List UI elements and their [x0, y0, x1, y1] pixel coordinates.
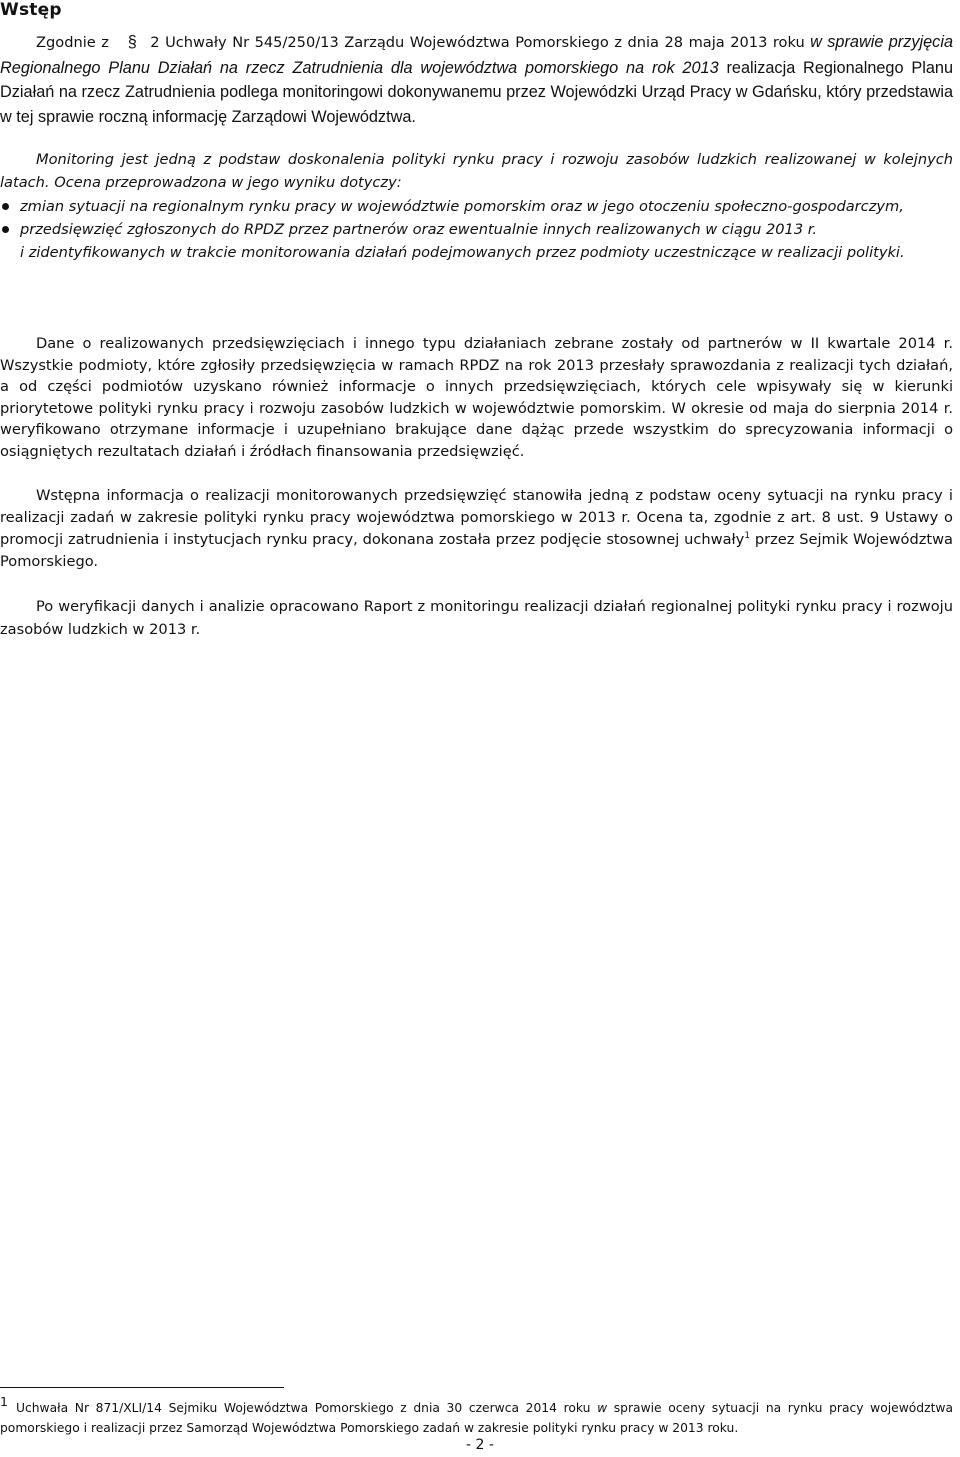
footnote-number: 1	[0, 1394, 8, 1409]
section-sign: §	[127, 33, 137, 51]
list-item-continuation: i zidentyfikowanych w trakcie monitorowania działań podejmowanych przez podmioty uczestniczące w realizacji polityki.	[20, 244, 905, 261]
intro-resolution: 2 Uchwały Nr 545/250/13 Zarządu Województwa Pomorskiego z dnia 28 maja 2013 roku	[150, 34, 805, 51]
section-heading: Wstęp	[0, 0, 62, 20]
paragraph-preliminary-info: Wstępna informacja o realizacji monitorowanych przedsięwzięć stanowiła jedną z podstaw oceny sytuacji na rynku pracy i realizacji zadań w zakresie polityki rynku pracy województwa pomorskiego w 2013 r. Ocena ta, zgodnie z art. 8 ust. 9 Ustawy o promocji zatrudnienia i instytucjach rynku pracy, dokonana została przez podjęcie stosownej uchwały$^1$ przez Sejmik Województwa Pomorskiego.	[0, 487, 953, 570]
assessment-intro: Ocena przeprowadzona w jego wyniku dotyczy:	[54, 174, 402, 191]
intro-lead: Zgodnie z	[36, 34, 109, 51]
intro-resolution-subject: w sprawie przyjęcia Regionalnego Planu Działań na rzecz Zatrudnienia dla województwa pomorskiego na rok 2013	[0, 33, 953, 77]
intro-rest: realizacja Regionalnego Planu Działań na rzecz Zatrudnienia podlega monitoringowi dokonywanemu przez Wojewódzki Urząd Pracy w Gdańsku, który przedstawia w tej sprawie roczną informację Zarządowi Województwa.	[0, 58, 954, 126]
page-number: - 2 -	[466, 1437, 494, 1453]
paragraph-monitoring	[0, 148, 953, 194]
bullet-icon	[2, 203, 9, 210]
footnote-reference[interactable]: 1	[744, 531, 751, 542]
monitoring-sentence: Monitoring jest jedną z podstaw doskonalenia polityki rynku pracy i rozwoju zasobów ludzkich realizowanej w kolejnych latach.	[0, 151, 953, 191]
paragraph-conclusion: Po weryfikacji danych i analizie opracowano Raport z monitoringu realizacji działań regionalnej polityki rynku pracy i rozwoju zasobów ludzkich w 2013 r.	[0, 598, 953, 638]
footnote-separator	[0, 1387, 284, 1388]
list-item: przedsięwzięć zgłoszonych do RPDZ przez partnerów oraz ewentualnie innych realizowanych w ciągu 2013 r.	[0, 218, 953, 241]
assessment-list	[0, 195, 953, 264]
list-item: zmian sytuacji na regionalnym rynku pracy w województwie pomorskim oraz w jego otoczeniu społeczno-gospodarczym,	[0, 195, 953, 218]
paragraph-data-collection: Dane o realizowanych przedsięwzięciach i innego typu działaniach zebrane zostały od partnerów w II kwartale 2014 r. Wszystkie podmioty, które zgłosiły przedsięwzięcia w ramach RPDZ na rok 2013 przesłały sprawozdania z realizacji tych działań, a od części podmiotów uzyskano również informacje o innych przedsięwzięciach, których cele wpisywały się w kierunki priorytetowe polityki rynku pracy i rozwoju zasobów ludzkich w województwie pomorskim. W okresie od maja do sierpnia 2014 r. weryfikowano otrzymane informacje i uzupełniano brakujące dane dążąc przede wszystkim do sprecyzowania informacji o osiągniętych rezultatach działań i źródłach finansowania przedsięwzięć.	[0, 335, 953, 460]
footnote: 1 Uchwała Nr 871/XLI/14 Sejmiku Województwa Pomorskiego z dnia 30 czerwca 2014 roku w sprawie oceny sytuacji na rynku pracy województwa pomorskiego i realizacji przez Samorząd Województwa Pomorskiego zadań w zakresie polityki rynku pracy w 2013 roku.	[0, 1394, 953, 1435]
paragraph-intro	[0, 30, 953, 129]
bullet-icon	[2, 226, 9, 233]
